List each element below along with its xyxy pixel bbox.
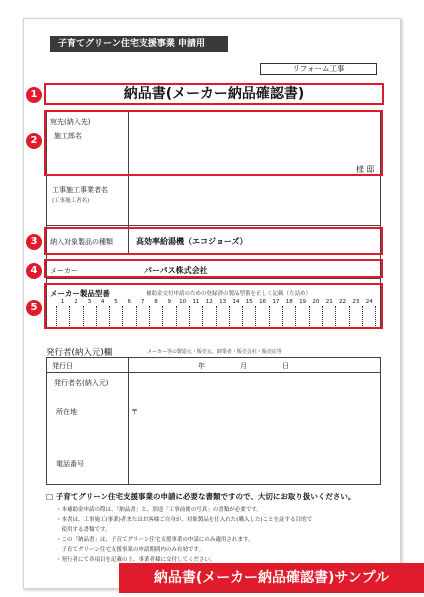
model-index-17: 17: [272, 299, 280, 305]
contractor-label: 施工郎名: [54, 132, 82, 140]
builder-sublabel: (工事施工者名): [52, 198, 90, 204]
model-index-9: 9: [167, 299, 172, 305]
honorific-label: 様 邸: [356, 165, 375, 174]
notice-line: 子育てグリーン住宅支援事業の申請期間内のみ有効です。: [56, 547, 204, 553]
highlight-product-type: [44, 227, 383, 255]
model-index-14: 14: [232, 299, 240, 305]
model-index-13: 13: [219, 299, 227, 305]
issuer-section-note: メーカー等の製造元・販売元、卸業者・販売会社・販売店等: [147, 349, 282, 355]
model-index-20: 20: [312, 299, 320, 305]
notice-heading: □ 子育てグリーン住宅支援事業の申請に必要な書類ですので、大切にお取り扱いください。: [46, 492, 356, 501]
model-index-22: 22: [339, 299, 347, 305]
highlight-maker: [44, 259, 383, 278]
model-index-1: 1: [60, 299, 65, 305]
model-index-8: 8: [154, 299, 158, 305]
issue-date-day: 日: [282, 362, 289, 370]
badge-1: 1: [26, 87, 42, 103]
model-index-10: 10: [179, 299, 187, 305]
document-title: 納品書(メーカー納品確認書): [44, 83, 384, 105]
badge-2: 2: [26, 133, 42, 149]
issue-date-year: 年: [198, 362, 205, 370]
highlight-addressee: [44, 110, 383, 176]
model-note: 補助金交付申請のための登録済の製品型番を正しく記載（左詰め）: [146, 291, 312, 297]
reform-tag: リフォーム工事: [260, 63, 377, 75]
notice-line: 使用する書類です。: [56, 527, 111, 533]
model-label: メーカー製品型番: [50, 289, 110, 298]
issuer-phone-label: 電話番号: [56, 460, 84, 468]
issue-date-label: 発行日: [52, 362, 73, 370]
maker-value: パーパス株式会社: [144, 266, 208, 275]
model-index-5: 5: [114, 299, 118, 305]
model-index-16: 16: [259, 299, 267, 305]
model-index-4: 4: [100, 299, 105, 305]
model-index-19: 19: [299, 299, 307, 305]
notice-line: ・発行者にて各項目を記載の上、事業者様に交付してください。: [56, 557, 216, 563]
issuer-section-title: 発行者(納入元)欄: [46, 348, 113, 358]
postal-mark: 〒: [131, 408, 138, 416]
model-index-3: 3: [87, 299, 92, 305]
issuer-table: [46, 357, 381, 485]
notice-line: ・本書は、工事施工(事業)者またはお客様ご自身が、対象製品を仕入れた(購入した)ことを証する目的で: [56, 517, 313, 523]
model-index-15: 15: [245, 299, 253, 305]
issuer-name-label: 発行者名(納入元): [54, 379, 109, 387]
badge-5: 5: [26, 300, 42, 316]
highlight-model-number: [44, 283, 383, 329]
model-index-24: 24: [365, 299, 373, 305]
model-index-2: 2: [74, 299, 78, 305]
model-index-23: 23: [352, 299, 360, 305]
maker-label: メーカー: [50, 267, 78, 275]
issue-date-month: 月: [240, 362, 247, 370]
model-index-7: 7: [140, 299, 145, 305]
notice-line: ・本補助金申請の際は、「納品書」と、別途「工事前後の写真」の書類が必要です。: [56, 507, 262, 513]
program-tag: 子育てグリーン住宅支援事業 申請用: [50, 36, 228, 52]
model-index-12: 12: [205, 299, 213, 305]
model-index-6: 6: [127, 299, 132, 305]
model-index-11: 11: [192, 299, 200, 305]
sample-banner: 納品書(メーカー納品確認書)サンプル: [119, 563, 424, 593]
addressee-label: 宛先(納入先): [50, 118, 91, 126]
issuer-address-label: 所在地: [56, 408, 77, 416]
builder-label: 工事施工事業者名: [52, 186, 108, 194]
builder-name-field[interactable]: [128, 175, 381, 225]
badge-4: 4: [26, 263, 42, 279]
notice-line: ・この「納品書」は、子育てグリーン住宅支援事業の申請にのみ適用されます。: [56, 537, 254, 543]
model-index-21: 21: [325, 299, 333, 305]
product-type-label: 納入対象製品の種類: [50, 238, 113, 246]
product-type-value: 高効率給湯機（エコジョーズ）: [136, 237, 248, 246]
badge-3: 3: [26, 234, 42, 250]
model-index-18: 18: [285, 299, 293, 305]
